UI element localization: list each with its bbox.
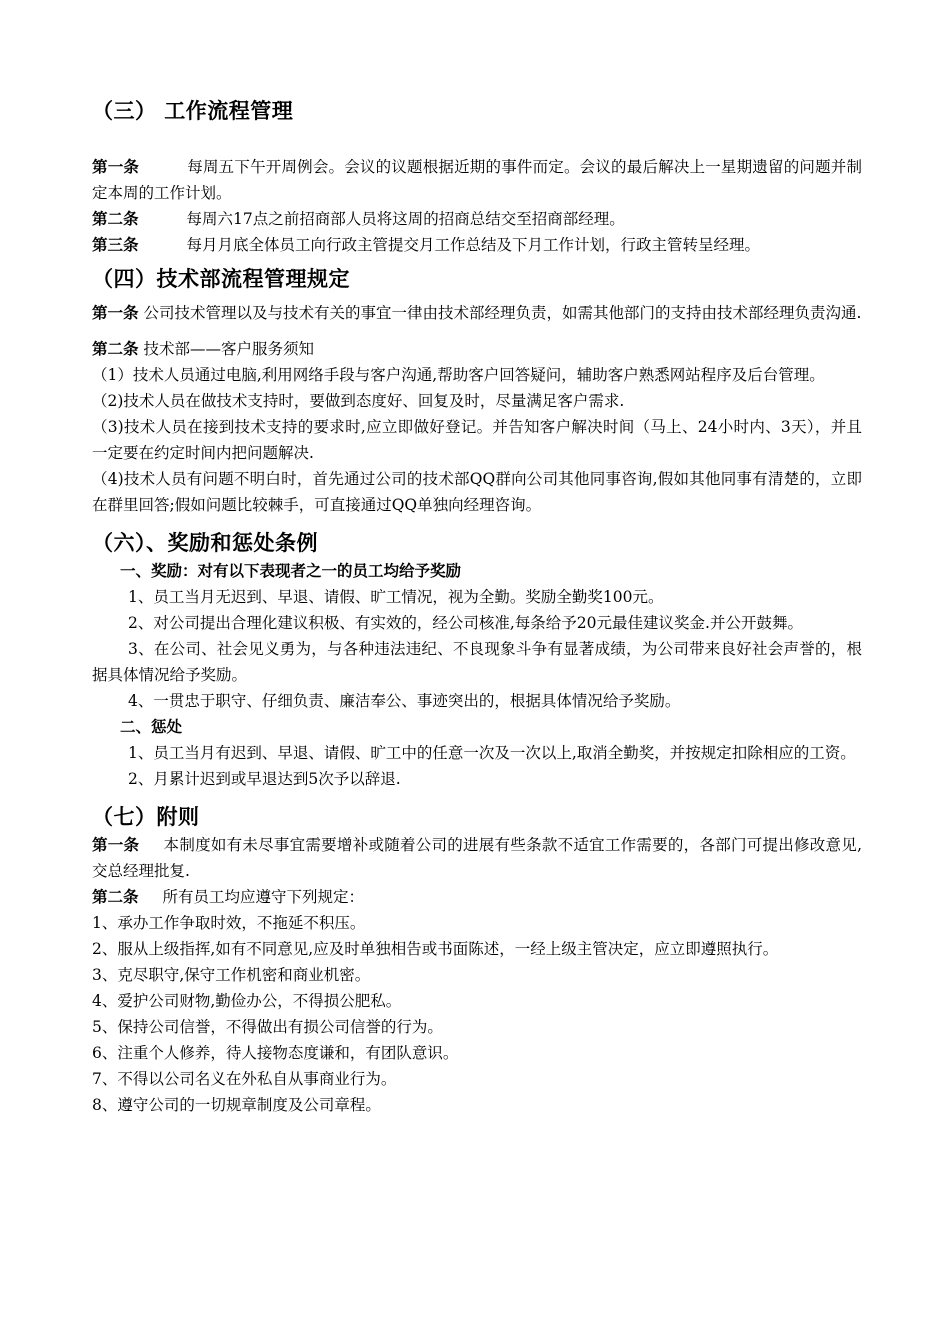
s4-article-2-text: 技术部——客户服务须知 (143, 340, 314, 358)
section-3-heading: （三） 工作流程管理 (92, 98, 294, 123)
section-6-heading: （六）、奖励和惩处条例 (92, 530, 318, 555)
s3-article-1 (92, 154, 862, 206)
s3-article-2 (92, 206, 862, 232)
rule-item: 3、克尽职守,保守工作机密和商业机密。 (92, 966, 371, 984)
s4-article-1 (92, 300, 862, 326)
s7-article-2-label: 第二条 (92, 887, 139, 906)
s4-item: （1）技术人员通过电脑,利用网络手段与客户沟通,帮助客户回答疑问，辅助客户熟悉网站程序及后台管理。 (92, 366, 825, 384)
s7-article-2-text: 所有员工均应遵守下列规定： (162, 888, 365, 906)
s3-article-1-text: 每周五下午开周例会。会议的议题根据近期的事件而定。会议的最后解决上一星期遗留的问题并制定本周的工作计划。 (92, 158, 862, 202)
rule-item: 7、不得以公司名义在外私自从事商业行为。 (92, 1070, 397, 1088)
rule-item: 2、服从上级指挥,如有不同意见,应及时单独相告或书面陈述，一经上级主管决定，应立即遵照执行。 (92, 940, 779, 958)
reward-item: 2、对公司提出合理化建议积极、有实效的，经公司核准,每条给予20元最佳建议奖金.并公开鼓舞。 (128, 614, 803, 632)
s3-article-3-label: 第三条 (92, 235, 139, 254)
reward-item: 3、在公司、社会见义勇为，与各种违法违纪、不良现象斗争有显著成绩，为公司带来良好社会声誉的，根据具体情况给予奖励。 (92, 640, 862, 684)
punish-title: 二、惩处 (120, 717, 183, 736)
reward-title: 一、奖励：对有以下表现者之一的员工均给予奖励 (120, 561, 462, 580)
section-7-heading: （七）附则 (92, 804, 200, 829)
s3-article-3 (92, 232, 862, 258)
s4-article-2-label: 第二条 (92, 339, 139, 358)
s4-item: （4)技术人员有问题不明白时，首先通过公司的技术部QQ群向公司其他同事咨询,假如其他同事有清楚的，立即在群里回答;假如问题比较棘手，可直接通过QQ单独向经理咨询。 (92, 470, 862, 514)
s3-article-3-text: 每月月底全体员工向行政主管提交月工作总结及下月工作计划，行政主管转呈经理。 (186, 236, 761, 254)
s7-article-2 (92, 884, 862, 910)
s4-article-2 (92, 336, 862, 362)
s4-article-1-label: 第一条 (92, 303, 139, 322)
section-4-heading: （四）技术部流程管理规定 (92, 266, 350, 291)
s7-article-1-label: 第一条 (92, 835, 140, 854)
s7-article-1-text: 本制度如有未尽事宜需要增补或随着公司的进展有些条款不适宜工作需要的，各部门可提出修改意见,交总经理批复. (92, 836, 862, 880)
s3-article-1-label: 第一条 (92, 157, 140, 176)
rule-item: 6、注重个人修养，待人接物态度谦和，有团队意识。 (92, 1044, 459, 1062)
s4-item: （3)技术人员在接到技术支持的要求时,应立即做好登记。并告知客户解决时间（马上、24小时内、3天），并且一定要在约定时间内把问题解决. (92, 418, 862, 462)
s7-article-1 (92, 832, 862, 884)
s3-article-2-text: 每周六17点之前招商部人员将这周的招商总结交至招商部经理。 (186, 210, 625, 228)
s4-article-1-text: 公司技术管理以及与技术有关的事宜一律由技术部经理负责，如需其他部门的支持由技术部经理负责沟通. (143, 304, 862, 322)
rule-item: 4、爱护公司财物,勤俭办公，不得损公肥私。 (92, 992, 402, 1010)
rule-item: 5、保持公司信誉，不得做出有损公司信誉的行为。 (92, 1018, 443, 1036)
s4-item: （2)技术人员在做技术支持时，要做到态度好、回复及时，尽量满足客户需求. (92, 392, 625, 410)
reward-item: 4、一贯忠于职守、仔细负责、廉洁奉公、事迹突出的，根据具体情况给予奖励。 (128, 692, 681, 710)
punish-item: 1、员工当月有迟到、早退、请假、旷工中的任意一次及一次以上,取消全勤奖，并按规定扣除相应的工资。 (128, 744, 856, 762)
reward-item: 1、员工当月无迟到、早退、请假、旷工情况，视为全勤。奖励全勤奖100元。 (128, 588, 664, 606)
punish-item: 2、月累计迟到或早退达到5次予以辞退. (128, 770, 401, 788)
rule-item: 8、遵守公司的一切规章制度及公司章程。 (92, 1096, 381, 1114)
s3-article-2-label: 第二条 (92, 209, 139, 228)
document-page (92, 96, 862, 1118)
rule-item: 1、承办工作争取时效，不拖延不积压。 (92, 914, 366, 932)
